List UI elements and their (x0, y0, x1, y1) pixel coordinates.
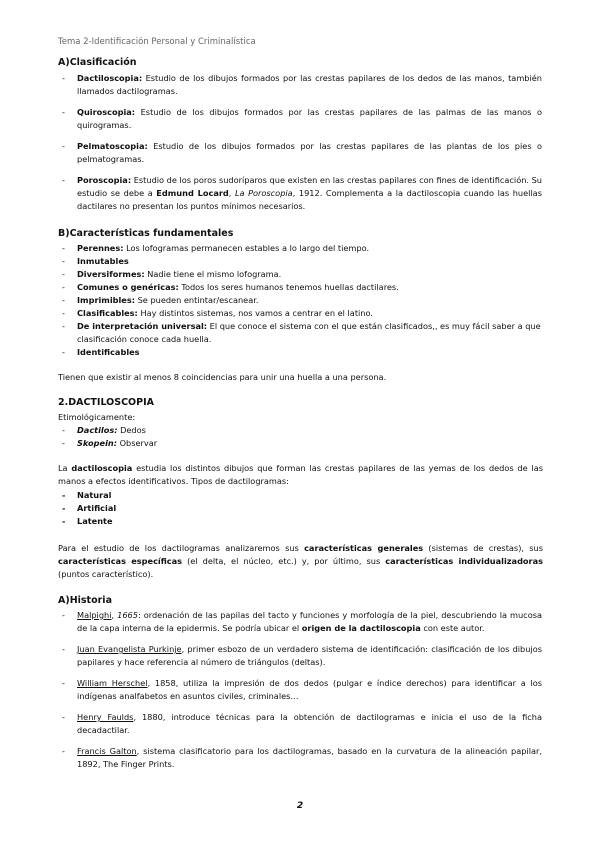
list-item: - Latente (62, 516, 113, 526)
list-item: - De interpretación universal: El que conoce el sistema con el que están clasificados,, es muy fácil saber a que clasificación conoce cada huella. (62, 321, 541, 344)
list-item: - Identificables (62, 347, 140, 357)
list-item: - Natural (62, 490, 112, 500)
list-item: - William Herschel, 1858, utiliza la impresión de dos dedos (pulgar e índice derechos) para identificar a los indígenas analfabetos en asuntos civiles, criminales… (62, 678, 542, 701)
list-item: - Skopein: Observar (62, 438, 158, 448)
list-item: - Inmutables (62, 256, 129, 266)
list-item: - Dactiloscopia: Estudio de los dibujos formados por las crestas papilares de los dedos de las manos, también llamados dactilogramas. (62, 73, 542, 96)
section-title-dactiloscopia: 2.DACTILOSCOPIA (58, 397, 154, 408)
page-number: 2 (296, 801, 304, 811)
list-item: - Juan Evangelista Purkinje, primer esbozo de un verdadero sistema de identificación: clasificación de los dibujos papilares y hace referencia al número de triángulos (deltas). (62, 644, 542, 667)
list-item: - Comunes o genéricas: Todos los seres humanos tenemos huellas dactilares. (62, 282, 399, 292)
list-item: - Perennes: Los lofogramas permanecen estables a lo largo del tiempo. (62, 243, 370, 253)
section-title-historia: A)Historia (58, 595, 112, 606)
paragraph-coincidencias: Tienen que existir al menos 8 coincidencias para unir una huella a una persona. (58, 372, 387, 382)
list-item: - Diversiformes: Nadie tiene el mismo lofograma. (62, 269, 282, 279)
paragraph-intro: La dactiloscopia estudia los distintos dibujos que forman las crestas papilares de las yemas de los dedos de las manos a efectos identificativos. Tipos de dactilogramas: (58, 463, 543, 486)
list-item: - Poroscopia: Estudio de los poros sudoríparos que existen en las crestas papilares con fines de identificación. Su estudio se debe a Edmund Locard, La Poroscopia, 1912. Complementa a la dactiloscopia cuando las huellas dactilares no presentan los puntos mínimos necesarios. (62, 175, 542, 211)
paragraph-estudio: Para el estudio de los dactilogramas analizaremos sus características generales (sistemas de crestas), sus características específicas (el delta, el núcleo, etc.) y, por último, sus características individualizadoras (puntos característico). (58, 543, 543, 579)
list-item: - Artificial (62, 503, 117, 513)
running-header: Tema 2-Identificación Personal y Criminalística (58, 37, 256, 47)
list-item: - Henry Faulds, 1880, introduce técnicas para la obtención de dactilogramas e inicia el uso de la ficha decadactilar. (62, 712, 542, 735)
list-item: - Pelmatoscopia: Estudio de los dibujos formados por las crestas papilares de las plantas de los pies o pelmatogramas. (62, 141, 542, 164)
list-item: - Clasificables: Hay distintos sistemas, nos vamos a centrar en el latino. (62, 308, 373, 318)
etymology-label: Etimológicamente: (58, 412, 136, 422)
section-title-caracteristicas: B)Características fundamentales (58, 228, 234, 239)
list-item: - Quiroscopia: Estudio de los dibujos formados por las crestas papilares de las palmas de las manos o quirogramas. (62, 107, 542, 130)
list-item: - Francis Galton, sistema clasificatorio para los dactilogramas, basado en la curvatura de la alineación papilar, 1892, The Finger Prints. (62, 746, 543, 769)
list-item: - Imprimibles: Se pueden entintar/escanear. (62, 295, 259, 305)
list-item: - Malpighi, 1665: ordenación de las papilas del tacto y funciones y morfología de la piel, descubriendo la mucosa de la capa interna de la epidermis. Se podría ubicar el origen de la dactiloscopia con este autor. (62, 610, 542, 633)
list-item: - Dactilos: Dedos (62, 425, 146, 435)
section-title-clasificacion: A)Clasificación (58, 57, 137, 68)
